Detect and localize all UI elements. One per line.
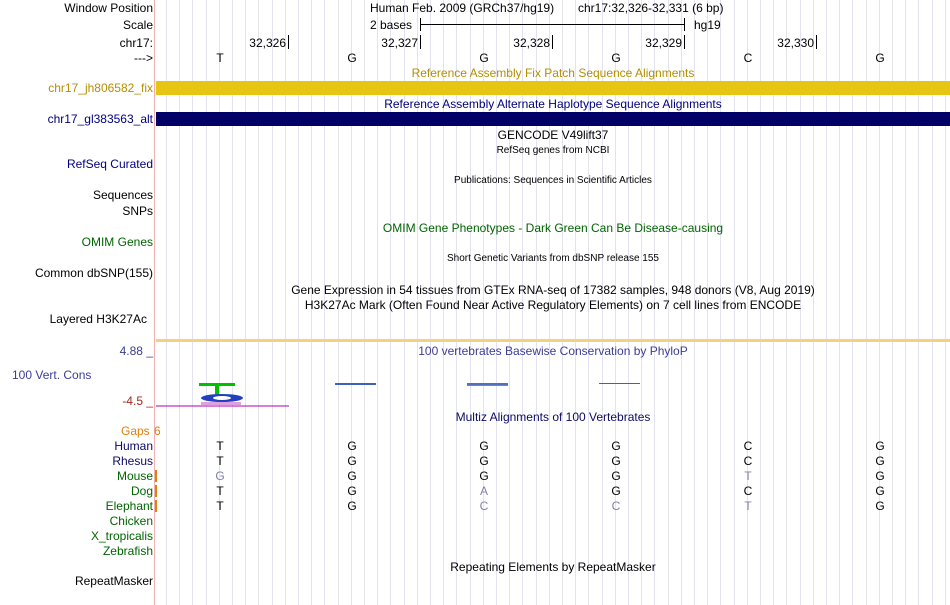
fix-patch-bar[interactable] [156, 81, 950, 95]
label-divider [154, 0, 155, 605]
species-base: G [347, 469, 357, 483]
species-base: G [611, 454, 621, 468]
species-label[interactable]: Elephant [105, 499, 153, 513]
species-label[interactable]: Mouse [116, 469, 153, 483]
species-label[interactable]: Zebrafish [102, 544, 153, 558]
multiz-title: Multiz Alignments of 100 Vertebrates [455, 410, 651, 424]
scale-bar-right-cap [684, 18, 685, 31]
phylop-graph [156, 378, 950, 412]
refseq-label[interactable]: RefSeq Curated [66, 157, 153, 171]
phylop-label[interactable]: 100 Vert. Cons [12, 368, 92, 382]
repeat-title: Repeating Elements by RepeatMasker [450, 560, 656, 574]
gtex-title: Gene Expression in 54 tissues from GTEx RNA-seq of 17382 samples, 948 donors (V8, Aug 2019) [291, 283, 815, 297]
refseq-title: RefSeq genes from NCBI [496, 145, 610, 156]
species-base: G [347, 439, 357, 453]
gaps-value: 6 [154, 424, 161, 438]
species-base: G [215, 469, 225, 483]
phylop-peak-stem [215, 386, 219, 395]
alt-hap-bar[interactable] [156, 112, 950, 126]
window-position-label: Window Position [64, 1, 153, 15]
species-base: A [479, 484, 488, 498]
phylop-title: 100 vertebrates Basewise Conservation by PhyloP [418, 344, 688, 358]
species-base: G [347, 499, 357, 513]
species-base: G [347, 484, 357, 498]
species-base: C [743, 439, 753, 453]
ruler-label: 32,327 [381, 36, 418, 50]
reference-base: T [216, 51, 224, 65]
h3k27ac-label[interactable]: Layered H3K27Ac [49, 312, 147, 326]
species-base: G [875, 484, 885, 498]
ruler-label: 32,326 [249, 36, 286, 50]
gap-marker [155, 485, 157, 497]
gap-marker [155, 500, 157, 512]
species-base: G [479, 454, 489, 468]
species-label[interactable]: Chicken [109, 514, 153, 528]
pubs-title: Publications: Sequences in Scientific Articles [454, 175, 652, 186]
species-base: G [875, 454, 885, 468]
strand-label: ---> [134, 51, 153, 65]
scale-text: 2 bases [370, 18, 413, 32]
phylop-peak-bar [199, 383, 235, 386]
reference-base: G [347, 51, 357, 65]
phylop-max: 4.88 _ [119, 344, 153, 358]
gaps-label[interactable]: Gaps [121, 424, 150, 438]
species-base: C [611, 499, 621, 513]
phylop-mark-2 [335, 383, 376, 385]
species-base: T [744, 469, 752, 483]
alt-hap-title: Reference Assembly Alternate Haplotype Sequence Alignments [384, 97, 722, 111]
ruler-label: 32,330 [777, 36, 814, 50]
species-base: C [479, 499, 489, 513]
species-label[interactable]: Rhesus [112, 454, 153, 468]
reference-base: C [743, 51, 753, 65]
omim-label[interactable]: OMIM Genes [81, 235, 153, 249]
ruler-label: 32,329 [645, 36, 682, 50]
repeat-label[interactable]: RepeatMasker [74, 574, 153, 588]
scale-bar [420, 24, 684, 25]
ruler-tick [420, 35, 421, 49]
omim-title: OMIM Gene Phenotypes - Dark Green Can Be Disease-causing [382, 221, 724, 235]
species-base: G [479, 469, 489, 483]
species-base: C [743, 454, 753, 468]
species-base: T [216, 484, 224, 498]
species-base: G [611, 469, 621, 483]
phylop-min: -4.5 _ [122, 394, 153, 408]
phylop-logo-g-inner [213, 396, 231, 400]
ruler-label: 32,328 [513, 36, 550, 50]
species-base: T [744, 499, 752, 513]
reference-base: G [611, 51, 621, 65]
reference-base: G [479, 51, 489, 65]
species-base: G [611, 484, 621, 498]
reference-base: G [875, 51, 885, 65]
species-base: G [347, 454, 357, 468]
ruler-tick [552, 35, 553, 49]
h3k27ac-title: H3K27Ac Mark (Often Found Near Active Regulatory Elements) on 7 cell lines from ENCODE [304, 298, 802, 312]
species-label[interactable]: X_tropicalis [90, 529, 153, 543]
species-base: G [479, 439, 489, 453]
phylop-mark-4 [599, 383, 640, 384]
gap-marker [155, 470, 157, 482]
scale-label: Scale [122, 18, 153, 32]
species-base: G [611, 439, 621, 453]
ruler-tick [288, 35, 289, 49]
species-base: G [875, 439, 885, 453]
fix-patch-title: Reference Assembly Fix Patch Sequence Alignments [411, 66, 695, 80]
phylop-mark-3b [467, 385, 508, 386]
alt-hap-label[interactable]: chr17_gl383563_alt [47, 112, 153, 126]
ruler-tick [816, 35, 817, 49]
position-text: chr17:32,326-32,331 (6 bp) [578, 1, 724, 15]
scale-bar-left-cap [420, 18, 421, 31]
dbsnp-label[interactable]: Common dbSNP(155) [34, 266, 153, 280]
species-base: G [875, 469, 885, 483]
snps-label[interactable]: SNPs [122, 204, 153, 218]
species-base: T [216, 439, 224, 453]
species-base: T [216, 499, 224, 513]
species-base: T [216, 454, 224, 468]
species-label[interactable]: Human [114, 439, 153, 453]
ruler-tick [684, 35, 685, 49]
fix-patch-label[interactable]: chr17_jh806582_fix [48, 81, 153, 95]
species-base: C [743, 484, 753, 498]
h3k27ac-signal [156, 339, 950, 342]
dbsnp-title: Short Genetic Variants from dbSNP release 155 [447, 253, 659, 264]
chrom-label: chr17: [119, 36, 153, 50]
phylop-logo-base [201, 402, 241, 405]
species-label[interactable]: Dog [130, 484, 153, 498]
scale-db: hg19 [694, 18, 721, 32]
species-base: G [875, 499, 885, 513]
gencode-title: GENCODE V49lift37 [497, 128, 609, 142]
sequences-label[interactable]: Sequences [92, 188, 153, 202]
assembly-title: Human Feb. 2009 (GRCh37/hg19) [370, 1, 555, 15]
